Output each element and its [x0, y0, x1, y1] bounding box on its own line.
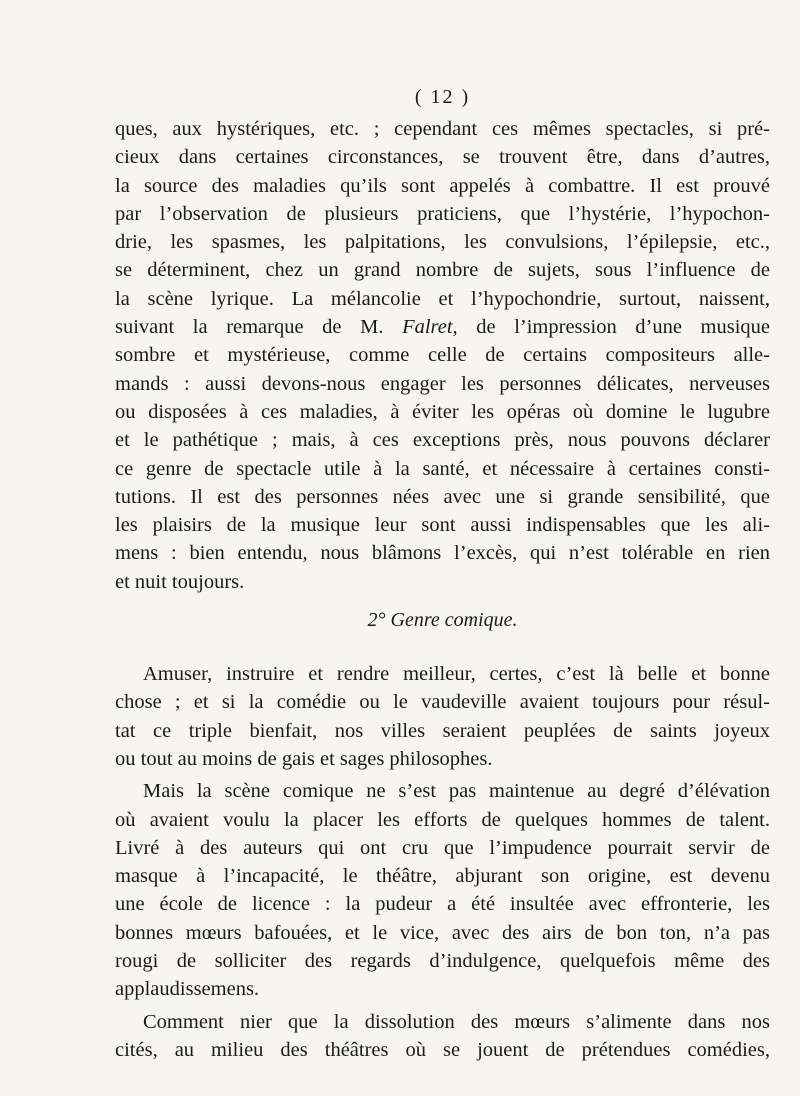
text-line: rougi de solliciter des regards d’indulgence, quelquefois même des: [115, 950, 770, 973]
page-number: ( 12 ): [414, 86, 471, 108]
text-line: les plaisirs de la musique leur sont aussi indispensables que les ali-: [115, 514, 770, 537]
text-line-with-name: [115, 313, 770, 341]
text-line: tutions. Il est des personnes nées avec une si grande sensibilité, que: [115, 485, 770, 508]
section-heading: 2° Genre comique.: [367, 609, 518, 632]
text-line: Comment nier que la dissolution des mœurs s’alimente dans nos: [143, 1010, 770, 1033]
text-line: Mais la scène comique ne s’est pas maintenue au degré d’élévation: [143, 780, 770, 803]
text-line: Livré à des auteurs qui ont cru que l’impudence pourrait servir de: [115, 836, 770, 859]
text-fragment: de l’impression d’une musique: [476, 316, 771, 339]
paragraph-3: [115, 777, 770, 1003]
text-line: ou disposées à ces maladies, à éviter les opéras où domine le lugubre: [115, 400, 770, 423]
text-line: et le pathétique ; mais, à ces exceptions près, nous pouvons déclarer: [115, 429, 770, 452]
text-line: une école de licence : la pudeur a été insultée avec effronterie, les: [115, 893, 770, 916]
text-line: ques, aux hystériques, etc. ; cependant ces mêmes spectacles, si pré-: [115, 118, 770, 140]
text-fragment: suivant la remarque de M.: [115, 316, 384, 339]
text-line: la source des maladies qu’ils sont appelés à combattre. Il est prouvé: [115, 174, 770, 197]
paragraph-2: [115, 660, 770, 773]
text-line: mands : aussi devons-nous engager les personnes délicates, nerveuses: [115, 372, 770, 395]
text-line: se déterminent, chez un grand nombre de sujets, sous l’influence de: [115, 259, 770, 282]
text-line: drie, les spasmes, les palpitations, les convulsions, l’épilepsie, etc.,: [115, 231, 770, 254]
text-line: Amuser, instruire et rendre meilleur, certes, c’est là belle et bonne: [143, 663, 770, 686]
text-line: masque à l’incapacité, le théâtre, abjurant son origine, est devenu: [115, 865, 770, 888]
text-line: cités, au milieu des théâtres où se jouent de prétendues comédies,: [115, 1038, 770, 1061]
paragraph-4: [115, 1008, 770, 1065]
text-line: sombre et mystérieuse, comme celle de certains compositeurs alle-: [115, 344, 770, 367]
text-line: par l’observation de plusieurs praticiens, que l’hystérie, l’hypochon-: [115, 202, 770, 225]
text-line: ou tout au moins de gais et sages philosophes.: [115, 747, 493, 770]
text-line: ce genre de spectacle utile à la santé, et nécessaire à certaines consti-: [115, 457, 770, 480]
text-line: tat ce triple bienfait, nos villes seraient peuplées de saints joyeux: [115, 719, 770, 742]
text-line: applaudissemens.: [115, 978, 260, 1001]
text-line: où avaient voulu la placer les efforts de quelques hommes de talent.: [115, 808, 770, 831]
text-line: bonnes mœurs bafouées, et le vice, avec des airs de bon ton, n’a pas: [115, 921, 770, 944]
text-line: cieux dans certaines circonstances, se trouvent être, dans d’autres,: [115, 146, 770, 169]
text-line: mens : bien entendu, nous blâmons l’excès, qui n’est tolérable en rien: [115, 542, 770, 565]
text-line: et nuit toujours.: [115, 570, 245, 593]
text-line: chose ; et si la comédie ou le vaudeville avaient toujours pour résul-: [115, 691, 770, 714]
paragraph-1: [115, 115, 770, 596]
author-name: Falret,: [402, 316, 458, 339]
text-line: la scène lyrique. La mélancolie et l’hypochondrie, surtout, naissent,: [115, 287, 770, 310]
